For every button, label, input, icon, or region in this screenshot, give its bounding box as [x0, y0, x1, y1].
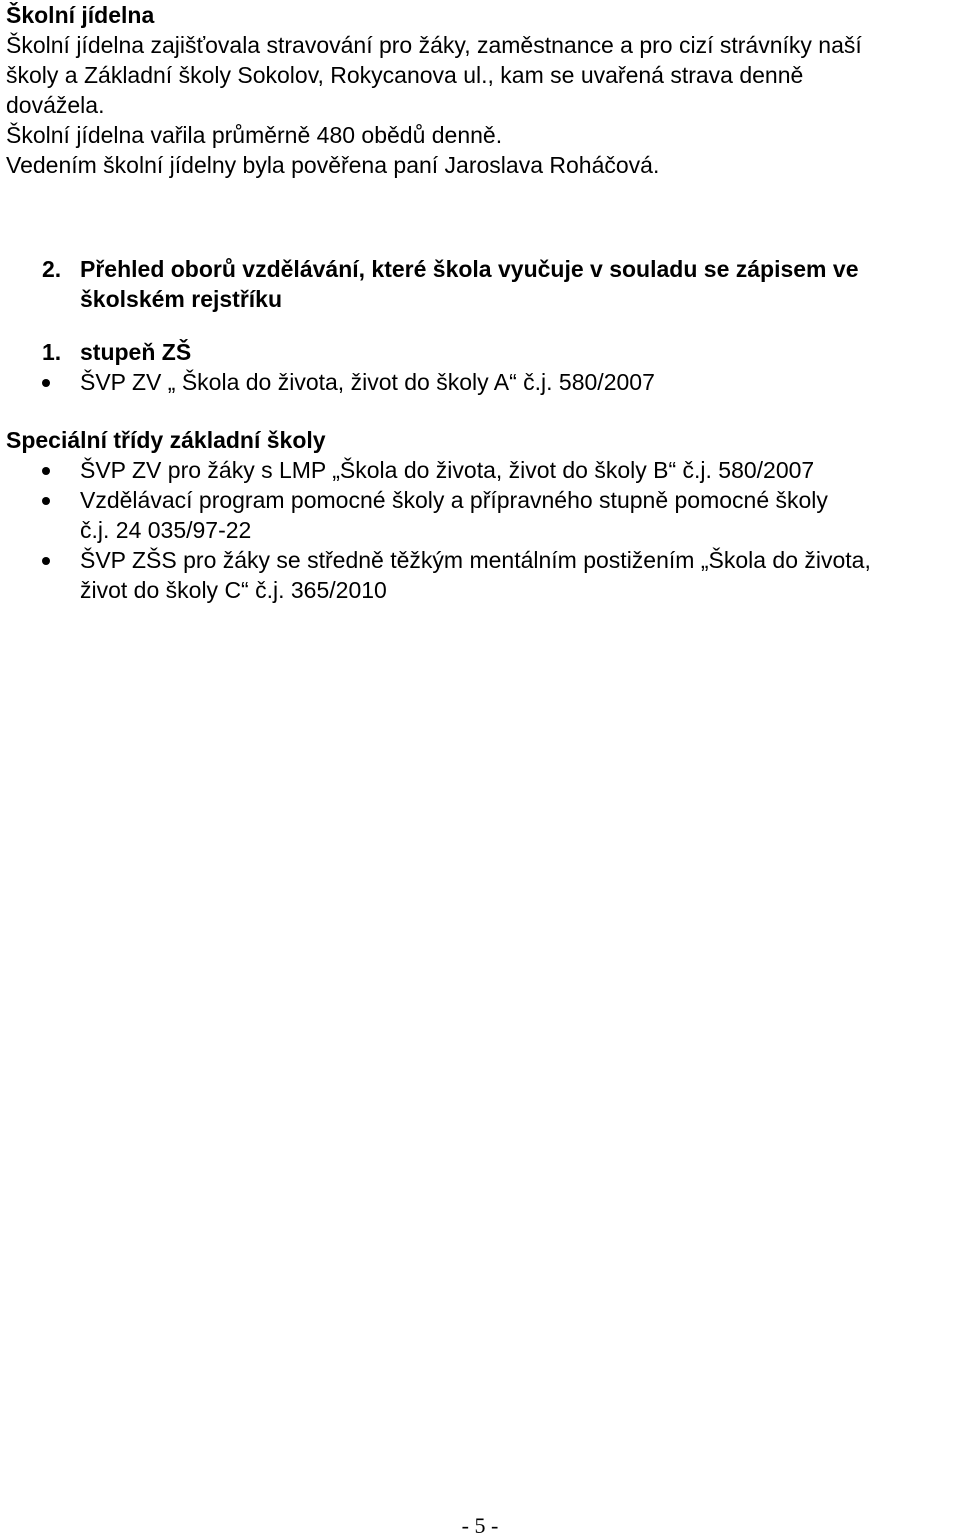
document-page [6, 0, 956, 605]
canteen-line: Školní jídelna zajišťovala stravování pro žáky, zaměstnance a pro cizí strávníky naší [6, 32, 862, 58]
list-item [6, 485, 956, 545]
grade-1-heading-text: stupeň ZŠ [80, 339, 192, 365]
section-2-heading [6, 254, 956, 314]
canteen-line: dovážela. [6, 92, 105, 118]
grade-1-heading [6, 337, 956, 367]
bullet-icon [42, 379, 50, 387]
list-item-line: ŠVP ZV „ Škola do života, život do školy A“ č.j. 580/2007 [80, 369, 655, 395]
grade-1-number: 1. [42, 339, 62, 365]
list-item-line: ŠVP ZV pro žáky s LMP „Škola do života, život do školy B“ č.j. 580/2007 [80, 457, 815, 483]
bullet-icon [42, 497, 50, 505]
list-item-line: č.j. 24 035/97-22 [80, 517, 252, 543]
section-2-heading-line: Přehled oborů vzdělávání, které škola vyučuje v souladu se zápisem ve [80, 256, 859, 282]
special-classes-list [6, 455, 956, 605]
canteen-line: Školní jídelna vařila průměrně 480 obědů denně. [6, 122, 503, 148]
list-item [6, 545, 956, 605]
canteen-line: školy a Základní školy Sokolov, Rokycanova ul., kam se uvařená strava denně [6, 62, 804, 88]
list-item-line: život do školy C“ č.j. 365/2010 [80, 577, 387, 603]
section-2 [6, 254, 956, 314]
page-number: - 5 - [461, 1513, 499, 1538]
special-classes-heading: Speciální třídy základní školy [6, 427, 326, 453]
canteen-body [6, 30, 956, 180]
list-item [6, 455, 956, 485]
bullet-icon [42, 467, 50, 475]
section-2-heading-line: školském rejstříku [80, 286, 283, 312]
bullet-icon [42, 557, 50, 565]
list-item-line: ŠVP ZŠS pro žáky se středně těžkým mentálním postižením „Škola do života, [80, 547, 871, 573]
section-2-number: 2. [42, 256, 62, 282]
list-item-line: Vzdělávací program pomocné školy a přípravného stupně pomocné školy [80, 487, 828, 513]
canteen-title: Školní jídelna [6, 2, 155, 28]
canteen-line: Vedením školní jídelny byla pověřena paní Jaroslava Roháčová. [6, 152, 660, 178]
grade-1-list [6, 367, 956, 397]
list-item [6, 367, 956, 397]
